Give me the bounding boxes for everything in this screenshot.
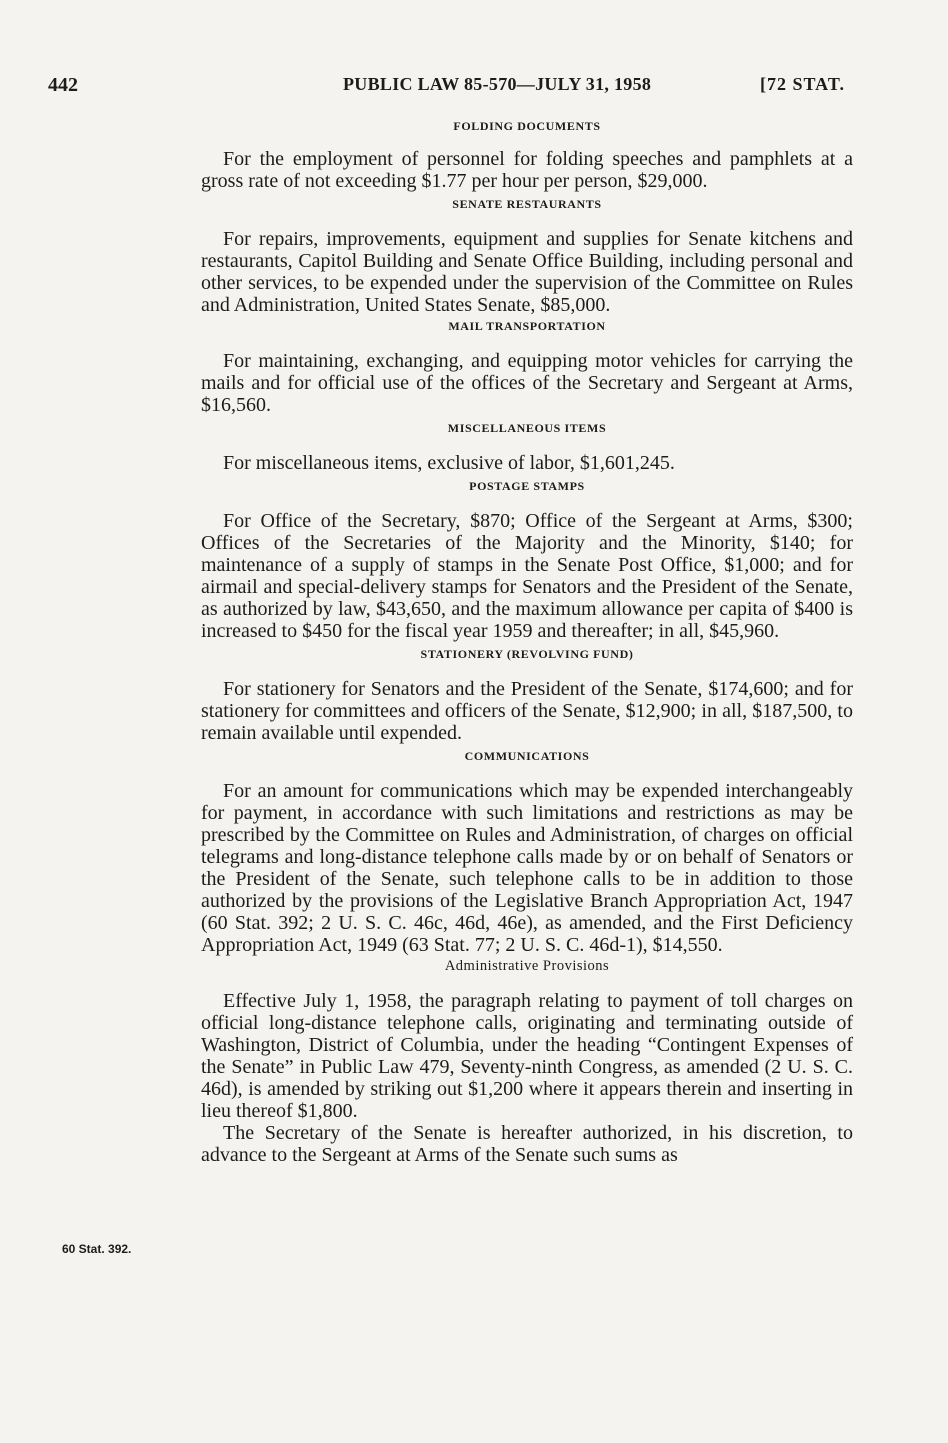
section-paragraph: For Office of the Secretary, $870; Office of the Sergeant at Arms, $300; Offices of the Secretaries of the Majority and the Minority, $140; for maintenance of a supply of stamps in the Senate Post Office, $1,000; and for airmail and special-delivery stamps for Senators and the President of the Senate, as authorized by law, $43,650, and the maximum allowance per capita of $400 is increased to $450 for the fiscal year 1959 and thereafter; in all, $45,960. <box>201 510 853 642</box>
section-heading: COMMUNICATIONS <box>464 749 590 763</box>
section-paragraph: For repairs, improvements, equipment and supplies for Senate kitchens and restaurants, Capitol Building and Senate Office Building, including personal and other services, to be expended under the supervision of the Committee on Rules and Administration, United States Senate, $85,000. <box>201 228 853 316</box>
section-heading: MISCELLANEOUS ITEMS <box>447 421 607 435</box>
document-body <box>201 116 853 1166</box>
section-paragraph: For miscellaneous items, exclusive of labor, $1,601,245. <box>223 452 675 474</box>
section-heading: POSTAGE STAMPS <box>469 479 585 493</box>
section-heading: STATIONERY (REVOLVING FUND) <box>420 647 634 661</box>
section-paragraph: The Secretary of the Senate is hereafter authorized, in his discretion, to advance to the Sergeant at Arms of the Senate such sums as <box>201 1122 853 1166</box>
margin-citation: 60 Stat. 392. <box>62 1242 132 1256</box>
section-paragraph: Effective July 1, 1958, the paragraph relating to payment of toll charges on official long-distance telephone calls, originating and terminating outside of Washington, District of Columbia, under the heading “Contingent Expenses of the Senate” in Public Law 479, Seventy-ninth Congress, as amended (2 U. S. C. 46d), is amended by striking out $1,200 where it appears therein and inserting in lieu thereof $1,800. <box>201 990 853 1122</box>
section-heading: FOLDING DOCUMENTS <box>453 119 601 133</box>
section-heading: Administrative Provisions <box>444 958 610 974</box>
running-head-title: PUBLIC LAW 85-570—JULY 31, 1958 <box>343 74 652 94</box>
section-paragraph: For maintaining, exchanging, and equipping motor vehicles for carrying the mails and for official use of the offices of the Secretary and Sergeant at Arms, $16,560. <box>201 350 853 416</box>
section-paragraph: For an amount for communications which may be expended interchangeably for payment, in accordance with such limitations and restrictions as may be prescribed by the Committee on Rules and Administration, of charges on official telegrams and long-distance telephone calls made by or on behalf of Senators or the President of the Senate, such telephone calls to be in addition to those authorized by the provisions of the Legislative Branch Appropriation Act, 1947 (60 Stat. 392; 2 U. S. C. 46c, 46d, 46e), as amended, and the First Deficiency Appropriation Act, 1949 (63 Stat. 77; 2 U. S. C. 46d-1), $14,550. <box>201 780 853 956</box>
section-heading: MAIL TRANSPORTATION <box>448 319 606 333</box>
page-number: 442 <box>48 74 78 96</box>
statute-reference: [72 STAT. <box>760 74 846 94</box>
section-paragraph: For the employment of personnel for folding speeches and pamphlets at a gross rate of not exceeding $1.77 per hour per person, $29,000. <box>201 148 853 192</box>
section-heading: SENATE RESTAURANTS <box>452 197 602 211</box>
section-paragraph: For stationery for Senators and the President of the Senate, $174,600; and for stationery for committees and officers of the Senate, $12,900; in all, $187,500, to remain available until expended. <box>201 678 853 744</box>
